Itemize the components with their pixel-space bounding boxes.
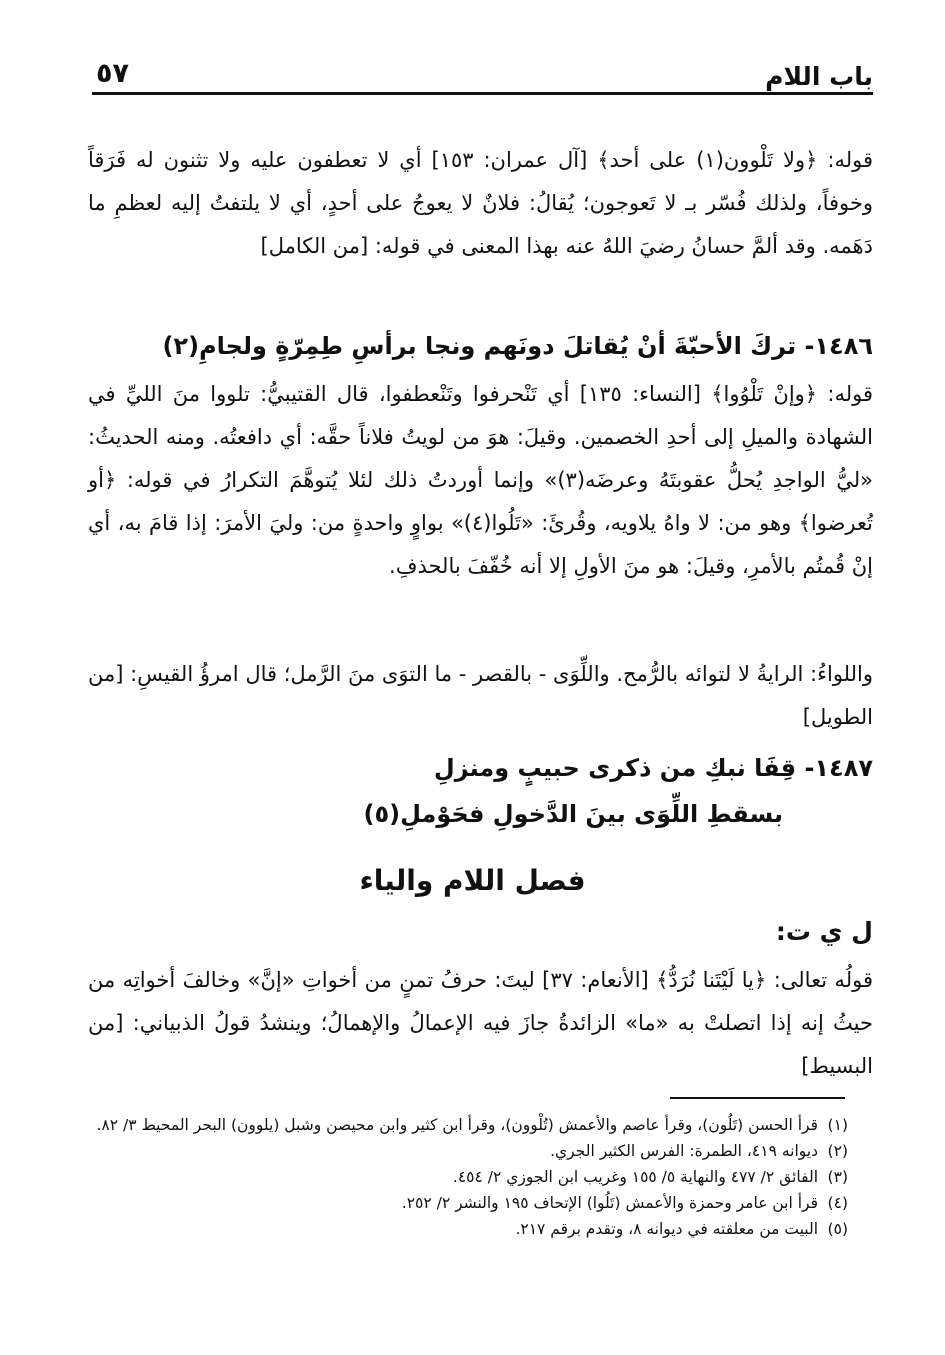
- footnote-text: البيت من معلقته في ديوانه ٨، وتقدم برقم ٢١٧.: [515, 1220, 818, 1238]
- footnotes: [78, 1112, 848, 1242]
- footnote-text: ديوانه ٤١٩، الطمرة: الفرس الكثير الجري.: [550, 1142, 818, 1160]
- section-heading: فصل اللام والياء: [359, 864, 586, 897]
- footnote: [78, 1112, 848, 1138]
- footnote-text: الفائق ٢/ ٤٧٧ والنهاية ٥/ ١٥٥ وغريب ابن الجوزي ٢/ ٤٥٤.: [452, 1168, 818, 1186]
- footnote: [78, 1164, 848, 1190]
- page-header: [92, 58, 873, 95]
- footnote-number: (٣): [827, 1168, 848, 1186]
- footnote-text: قرأ الحسن (تَلُون)، وقرأ عاصم والأعمش (تُلْوون)، وقرأ ابن كثير وابن محيصن وشبل (يلوون) البحر المحيط ٣/ ٨٢.: [96, 1116, 818, 1134]
- verse-1487-second-hemistich: بسقطِ اللِّوَى بينَ الدَّخولِ فحَوْملِ(٥): [363, 800, 783, 828]
- paragraph-1: قوله: ﴿ولا تَلْوون(١) على أحد﴾ [آل عمران: ١٥٣] أي لا تعطفون عليه ولا تثنون له فَرَقاً وخوفاً، ولذلك فُسّر بـ لا تَعوجون؛ يُقالُ: فلانٌ لا يعوجُ على أحدٍ، أي لا يلتفتُ إليه لعظمِ ما دَهَمه. وقد ألمَّ حسانُ رضيَ اللهُ عنه بهذا المعنى في قوله: [من الكامل]: [88, 148, 873, 258]
- footnote-separator: [670, 1097, 845, 1099]
- verse-1486: ١٤٨٦- تركَ الأحبّةَ أنْ يُقاتلَ دونَهم ونجا برأسِ طِمِرّةٍ ولجامِ(٢): [162, 332, 873, 360]
- footnote-number: (٥): [827, 1220, 848, 1238]
- paragraph-4: قولُه تعالى: ﴿يا لَيْتَنا نُرَدُّ﴾ [الأنعام: ٣٧] ليتَ: حرفُ تمنٍ من أخواتِ «إنَّ» وخالفَ أخواتِه من حيثُ إنه إذا اتصلتْ به «ما» الزائدةُ جازَ فيه الإعمالُ والإهمالُ؛ وينشدُ قولُ الذبياني: [من البسيط]: [88, 968, 873, 1078]
- root-heading: ل ي ت:: [775, 917, 873, 946]
- verse-1487-first-hemistich: ١٤٨٧- قِفَا نبكِ من ذكرى حبيبٍ ومنزلِ: [433, 754, 873, 782]
- footnote-number: (٤): [827, 1194, 848, 1212]
- footnote-number: (٢): [827, 1142, 848, 1160]
- paragraph-3: واللواءُ: الرايةُ لا لتوائه بالرُّمح. واللِّوَى - بالقصر - ما التوَى منَ الرَّمل؛ قال امرؤُ القيسِ: [من الطويل]: [88, 662, 873, 729]
- chapter-title: باب اللام: [765, 62, 873, 91]
- footnote: [78, 1138, 848, 1164]
- page-number: ٥٧: [96, 58, 129, 89]
- footnote-number: (١): [827, 1116, 848, 1134]
- paragraph-2: قوله: ﴿وإنْ تَلْوُوا﴾ [النساء: ١٣٥] أي تَنْحرفوا وتَنْعطفوا، قال القتيبيُّ: تلووا منَ الليِّ في الشهادة والميلِ إلى أحدِ الخصمين. وقيلَ: هوَ من لويتُ فلاناً حقَّه: أي دافعتُه. ومنه الحديثُ: «ليُّ الواجدِ يُحلُّ عقوبتَهُ وعرضَه(٣)» وإنما أوردتُ ذلك لئلا يُتوهَّمَ التكرارُ في قوله: ﴿أو تُعرضوا﴾ وهو من: لا واهُ يلاويه، وقُرئَ: «تَلُوا(٤)» بواوٍ واحدةٍ من: وليَ الأمرَ: إذا قامَ به، أي إنْ قُمتُم بالأمرِ، وقيلَ: هو منَ الأولِ إلا أنه خُفّفَ بالحذفِ.: [88, 382, 874, 578]
- footnote: [78, 1216, 848, 1242]
- footnote: [78, 1190, 848, 1216]
- footnote-text: قرأ ابن عامر وحمزة والأعمش (تَلُوا) الإتحاف ١٩٥ والنشر ٢/ ٢٥٢.: [401, 1194, 818, 1212]
